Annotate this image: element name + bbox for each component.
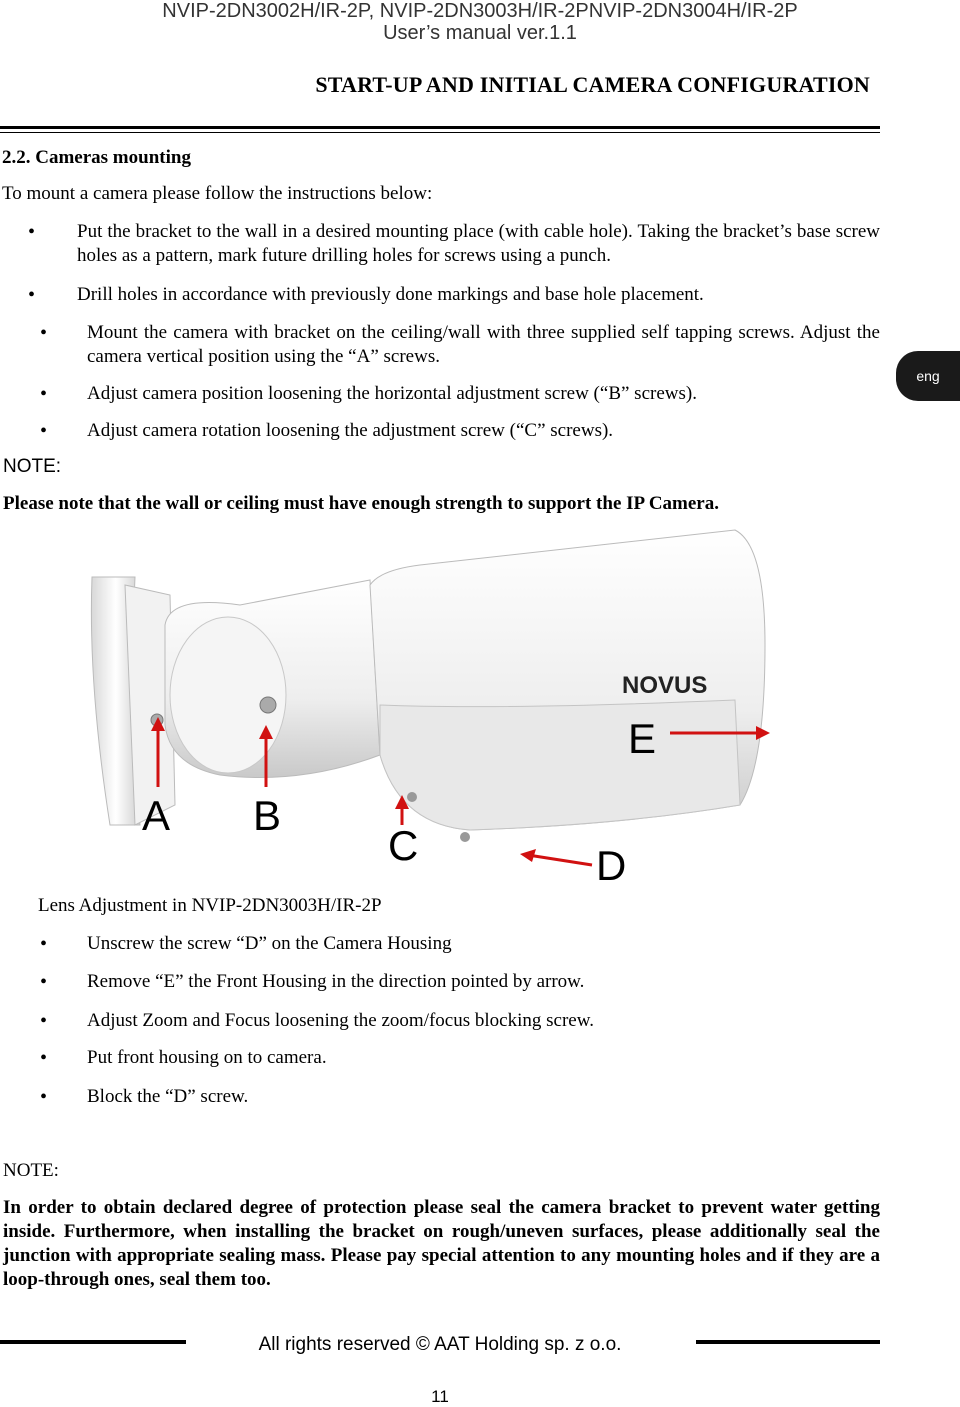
lens-title: Lens Adjustment in NVIP-2DN3003H/IR-2P [38, 895, 382, 916]
mounting-step-text: Adjust camera position loosening the horizontal adjustment screw (“B” screws). [87, 383, 697, 404]
brand-logo: NOVUS [622, 672, 708, 699]
mounting-step [40, 321, 880, 369]
mounting-step [28, 220, 880, 268]
label-a: A [142, 792, 171, 839]
lens-step-text: Remove “E” the Front Housing in the direction pointed by arrow. [87, 971, 585, 992]
mounting-title: 2.2. Cameras mounting [2, 147, 191, 168]
lens-step [40, 1046, 880, 1070]
lens-step [40, 932, 880, 956]
camera-photo [0, 525, 960, 897]
language-tab[interactable] [896, 351, 960, 401]
lens-step-text: Unscrew the screw “D” on the Camera Housing [87, 933, 452, 954]
lens-step [40, 970, 880, 994]
label-e: E [628, 715, 657, 762]
mounting-step-text: Mount the camera with bracket on the ceiling/wall with three supplied self tapping screws. Adjust the camera vertical position using the “A” screws. [87, 322, 880, 367]
page-number: 11 [431, 1387, 449, 1406]
label-c: C [388, 822, 419, 869]
mounting-step-text: Drill holes in accordance with previously done markings and base hole placement. [77, 284, 704, 305]
wall-base-shape [91, 577, 175, 825]
mounting-step-text: Adjust camera rotation loosening the adjustment screw (“C” screws). [87, 420, 614, 441]
label-d: D [596, 842, 627, 889]
label-b: B [253, 792, 282, 839]
mounting-step [40, 382, 880, 406]
note-text: Please note that the wall or ceiling must have enough strength to support the IP Camera. [3, 493, 719, 514]
section-title: START-UP AND INITIAL CAMERA CONFIGURATION [315, 72, 870, 97]
language-tab-label: eng [916, 368, 940, 384]
header-rule-thick [0, 126, 880, 129]
header-model-line: NVIP-2DN3002H/IR-2P, NVIP-2DN3003H/IR-2PNVIP-2DN3004H/IR-2P [162, 0, 798, 22]
footer-rights: All rights reserved © AAT Holding sp. z o.o. [258, 1334, 622, 1355]
mounting-step [40, 419, 880, 443]
header-manual-version: User’s manual ver.1.1 [383, 22, 577, 44]
arrow-d [528, 855, 592, 865]
header-rule-thin [0, 132, 880, 133]
note2-label: NOTE: [3, 1160, 59, 1181]
note2-text: In order to obtain declared degree of protection please seal the camera bracket to prevent water getting inside. Furthermore, when installing the bracket on rough/uneven surfaces, please additionally seal the junction with appropriate sealing mass. Please pay special attention to any mounting holes and if they are a loop-through ones, seal them too. [3, 1197, 880, 1290]
lens-step-text: Block the “D” screw. [87, 1086, 249, 1107]
lens-step-text: Put front housing on to camera. [87, 1047, 327, 1068]
note-label: NOTE: [3, 456, 62, 477]
mounting-intro: To mount a camera please follow the instructions below: [2, 183, 433, 204]
mounting-step-text: Put the bracket to the wall in a desired mounting place (with cable hole). Taking the bracket’s base screw holes as a pattern, mark future drilling holes for screws using a punch. [77, 221, 880, 266]
lens-step-text: Adjust Zoom and Focus loosening the zoom/focus blocking screw. [87, 1010, 594, 1031]
mounting-step [28, 283, 880, 307]
lens-step [40, 1085, 880, 1109]
lens-step [40, 1009, 880, 1033]
